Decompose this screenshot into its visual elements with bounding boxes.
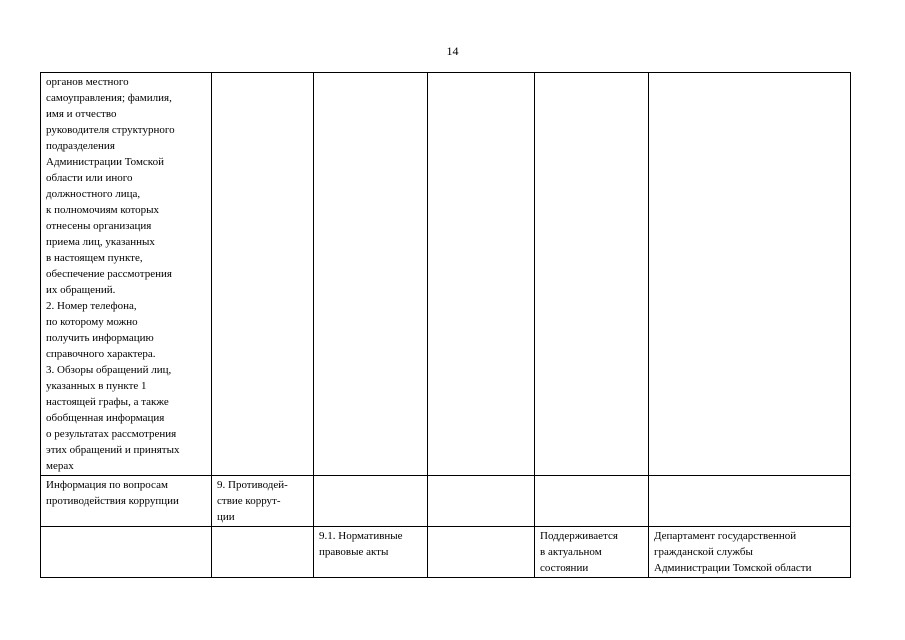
table-cell <box>535 73 649 476</box>
text-line: области или иного <box>46 172 133 184</box>
text-line: органов местного <box>46 76 129 88</box>
text-line: имя и отчество <box>46 108 117 120</box>
page-number: 14 <box>446 44 459 58</box>
text-line: 9.1. Нормативные <box>319 530 403 542</box>
table-cell <box>428 527 535 578</box>
text-line: Администрации Томской <box>46 156 164 168</box>
text-line: к полномочиям которых <box>46 204 160 216</box>
text-line: их обращений. <box>46 284 116 296</box>
text-line: настоящей графы, а также <box>46 396 169 408</box>
text-line: отнесены организация <box>46 220 152 232</box>
text-line: этих обращений и принятых <box>46 444 180 456</box>
cell-text <box>319 528 423 560</box>
text-line: обобщенная информация <box>46 412 165 424</box>
text-line: приема лиц, указанных <box>46 236 155 248</box>
cell-text <box>217 477 309 525</box>
cell-text <box>540 528 644 576</box>
table-cell <box>212 476 314 527</box>
text-line: о результатах рассмотрения <box>46 428 177 440</box>
text-line: ствие коррут- <box>217 495 281 507</box>
text-line: самоуправления; фамилия, <box>46 92 172 104</box>
document-table <box>40 72 851 578</box>
text-line: состоянии <box>540 562 589 574</box>
table-cell <box>649 476 851 527</box>
text-line: подразделения <box>46 140 115 152</box>
text-line: получить информацию <box>46 332 154 344</box>
table-cell <box>212 527 314 578</box>
text-line: в настоящем пункте, <box>46 252 143 264</box>
cell-text <box>46 477 207 509</box>
table-cell <box>41 476 212 527</box>
text-line: 3. Обзоры обращений лиц, <box>46 364 172 376</box>
text-line: противодействия коррупции <box>46 495 179 507</box>
text-line: гражданской службы <box>654 546 753 558</box>
text-line: правовые акты <box>319 546 389 558</box>
text-line: Департамент государственной <box>654 530 797 542</box>
table-cell <box>41 73 212 476</box>
text-line: ции <box>217 511 235 523</box>
table-cell <box>649 527 851 578</box>
table-cell <box>649 73 851 476</box>
table-cell <box>428 476 535 527</box>
text-line: по которому можно <box>46 316 138 328</box>
table-cell <box>314 73 428 476</box>
table-cell <box>535 527 649 578</box>
table-cell <box>535 476 649 527</box>
text-line: обеспечение рассмотрения <box>46 268 172 280</box>
cell-text <box>46 74 207 474</box>
text-line: 2. Номер телефона, <box>46 300 137 312</box>
text-line: Администрации Томской области <box>654 562 812 574</box>
text-line: руководителя структурного <box>46 124 175 136</box>
text-line: указанных в пункте 1 <box>46 380 147 392</box>
text-line: Поддерживается <box>540 530 618 542</box>
table-cell <box>314 476 428 527</box>
text-line: должностного лица, <box>46 188 141 200</box>
cell-text <box>654 528 846 576</box>
table-row <box>41 527 851 578</box>
table-row <box>41 73 851 476</box>
table-cell <box>428 73 535 476</box>
table-row <box>41 476 851 527</box>
table-cell <box>212 73 314 476</box>
text-line: мерах <box>46 460 74 472</box>
table-cell <box>314 527 428 578</box>
text-line: справочного характера. <box>46 348 156 360</box>
text-line: 9. Противодей- <box>217 479 288 491</box>
table-cell <box>41 527 212 578</box>
text-line: Информация по вопросам <box>46 479 168 491</box>
text-line: в актуальном <box>540 546 602 558</box>
